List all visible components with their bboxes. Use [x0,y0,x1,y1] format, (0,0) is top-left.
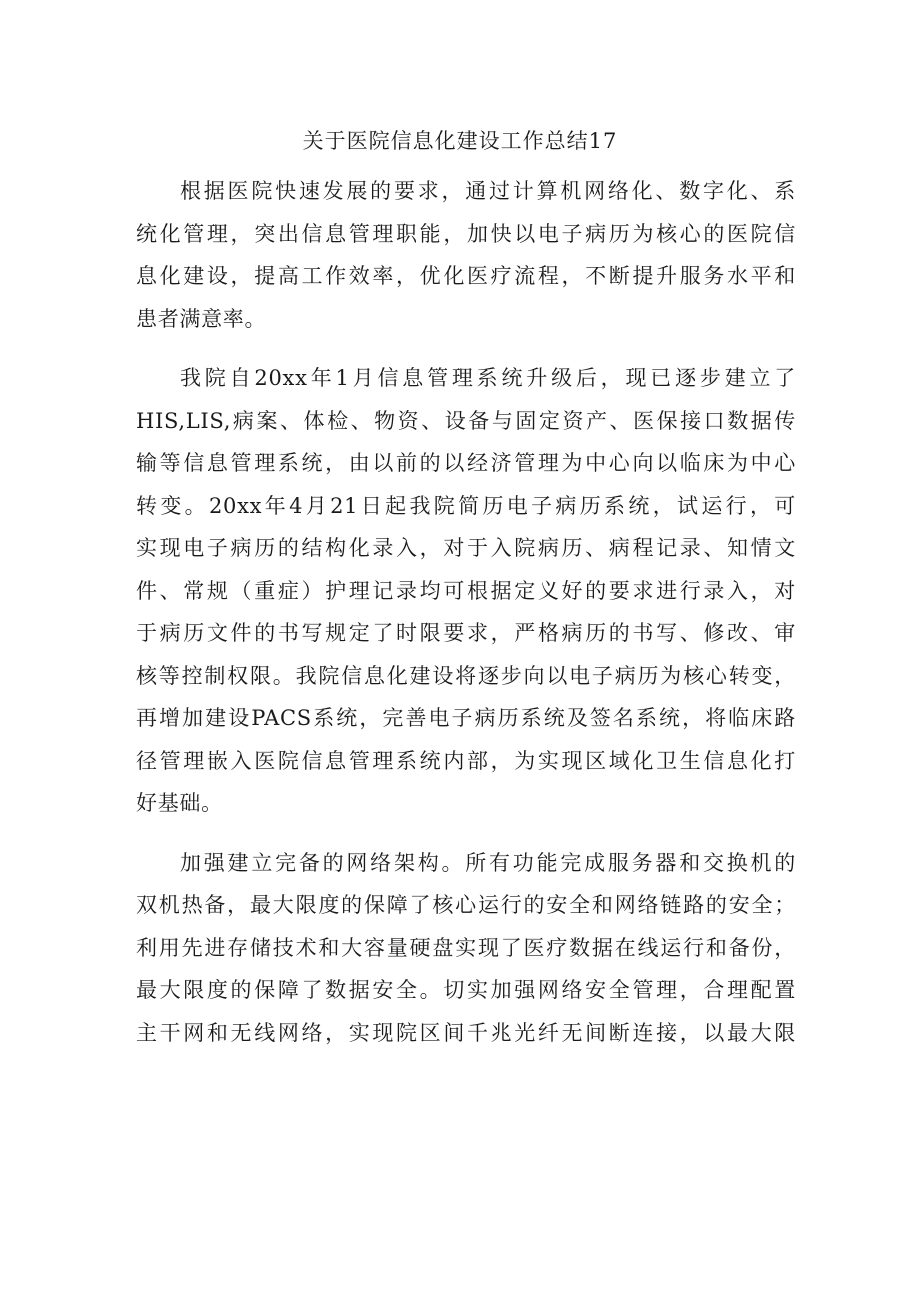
text-line: 利用先进存储技术和大容量硬盘实现了医疗数据在线运行和备份， [136,935,796,960]
document-title: 关于医院信息化建设工作总结17 [302,129,618,153]
text-line: 径管理嵌入医院信息管理系统内部，为实现区域化卫生信息化打 [136,748,796,773]
paragraph [136,842,796,1055]
text-line: 核等控制权限。我院信息化建设将逐步向以电子病历为核心转变， [136,663,796,688]
text-line: 好基础。 [136,791,223,815]
document-body [136,170,796,1054]
text-line: 再增加建设PACS系统，完善电子病历系统及签名系统，将临床路 [136,706,796,730]
text-line: 主干网和无线网络，实现院区间千兆光纤无间断连接，以最大限 [136,1020,796,1045]
text-line: 转变。20xx年4月21日起我院简历电子病历系统，试运行，可 [136,493,796,518]
text-line: 输等信息管理系统，由以前的以经济管理为中心向以临床为中心 [136,451,796,475]
paragraph [136,357,796,825]
paragraph-gap [136,340,796,357]
text-line: HIS,LIS,病案、体检、物资、设备与固定资产、医保接口数据传 [136,408,796,433]
text-line: 实现电子病历的结构化录入，对于入院病历、病程记录、知情文 [136,536,796,560]
text-line: 双机热备，最大限度的保障了核心运行的安全和网络链路的安全； [136,893,796,917]
text-line: 最大限度的保障了数据安全。切实加强网络安全管理，合理配置 [136,978,796,1002]
text-line: 根据医院快速发展的要求，通过计算机网络化、数字化、系 [180,179,796,203]
text-line: 件、常规（重症）护理记录均可根据定义好的要求进行录入，对 [136,578,796,603]
paragraph [136,170,796,340]
text-line: 于病历文件的书写规定了时限要求，严格病历的书写、修改、审 [136,621,796,645]
text-line: 加强建立完备的网络架构。所有功能完成服务器和交换机的 [180,850,796,875]
text-line: 统化管理，突出信息管理职能，加快以电子病历为核心的医院信 [136,221,796,246]
text-line: 我院自20xx年1月信息管理系统升级后，现已逐步建立了 [180,366,796,390]
paragraph-gap [136,825,796,842]
text-line: 息化建设，提高工作效率，优化医疗流程，不断提升服务水平和 [136,264,796,288]
text-line: 患者满意率。 [136,306,267,331]
